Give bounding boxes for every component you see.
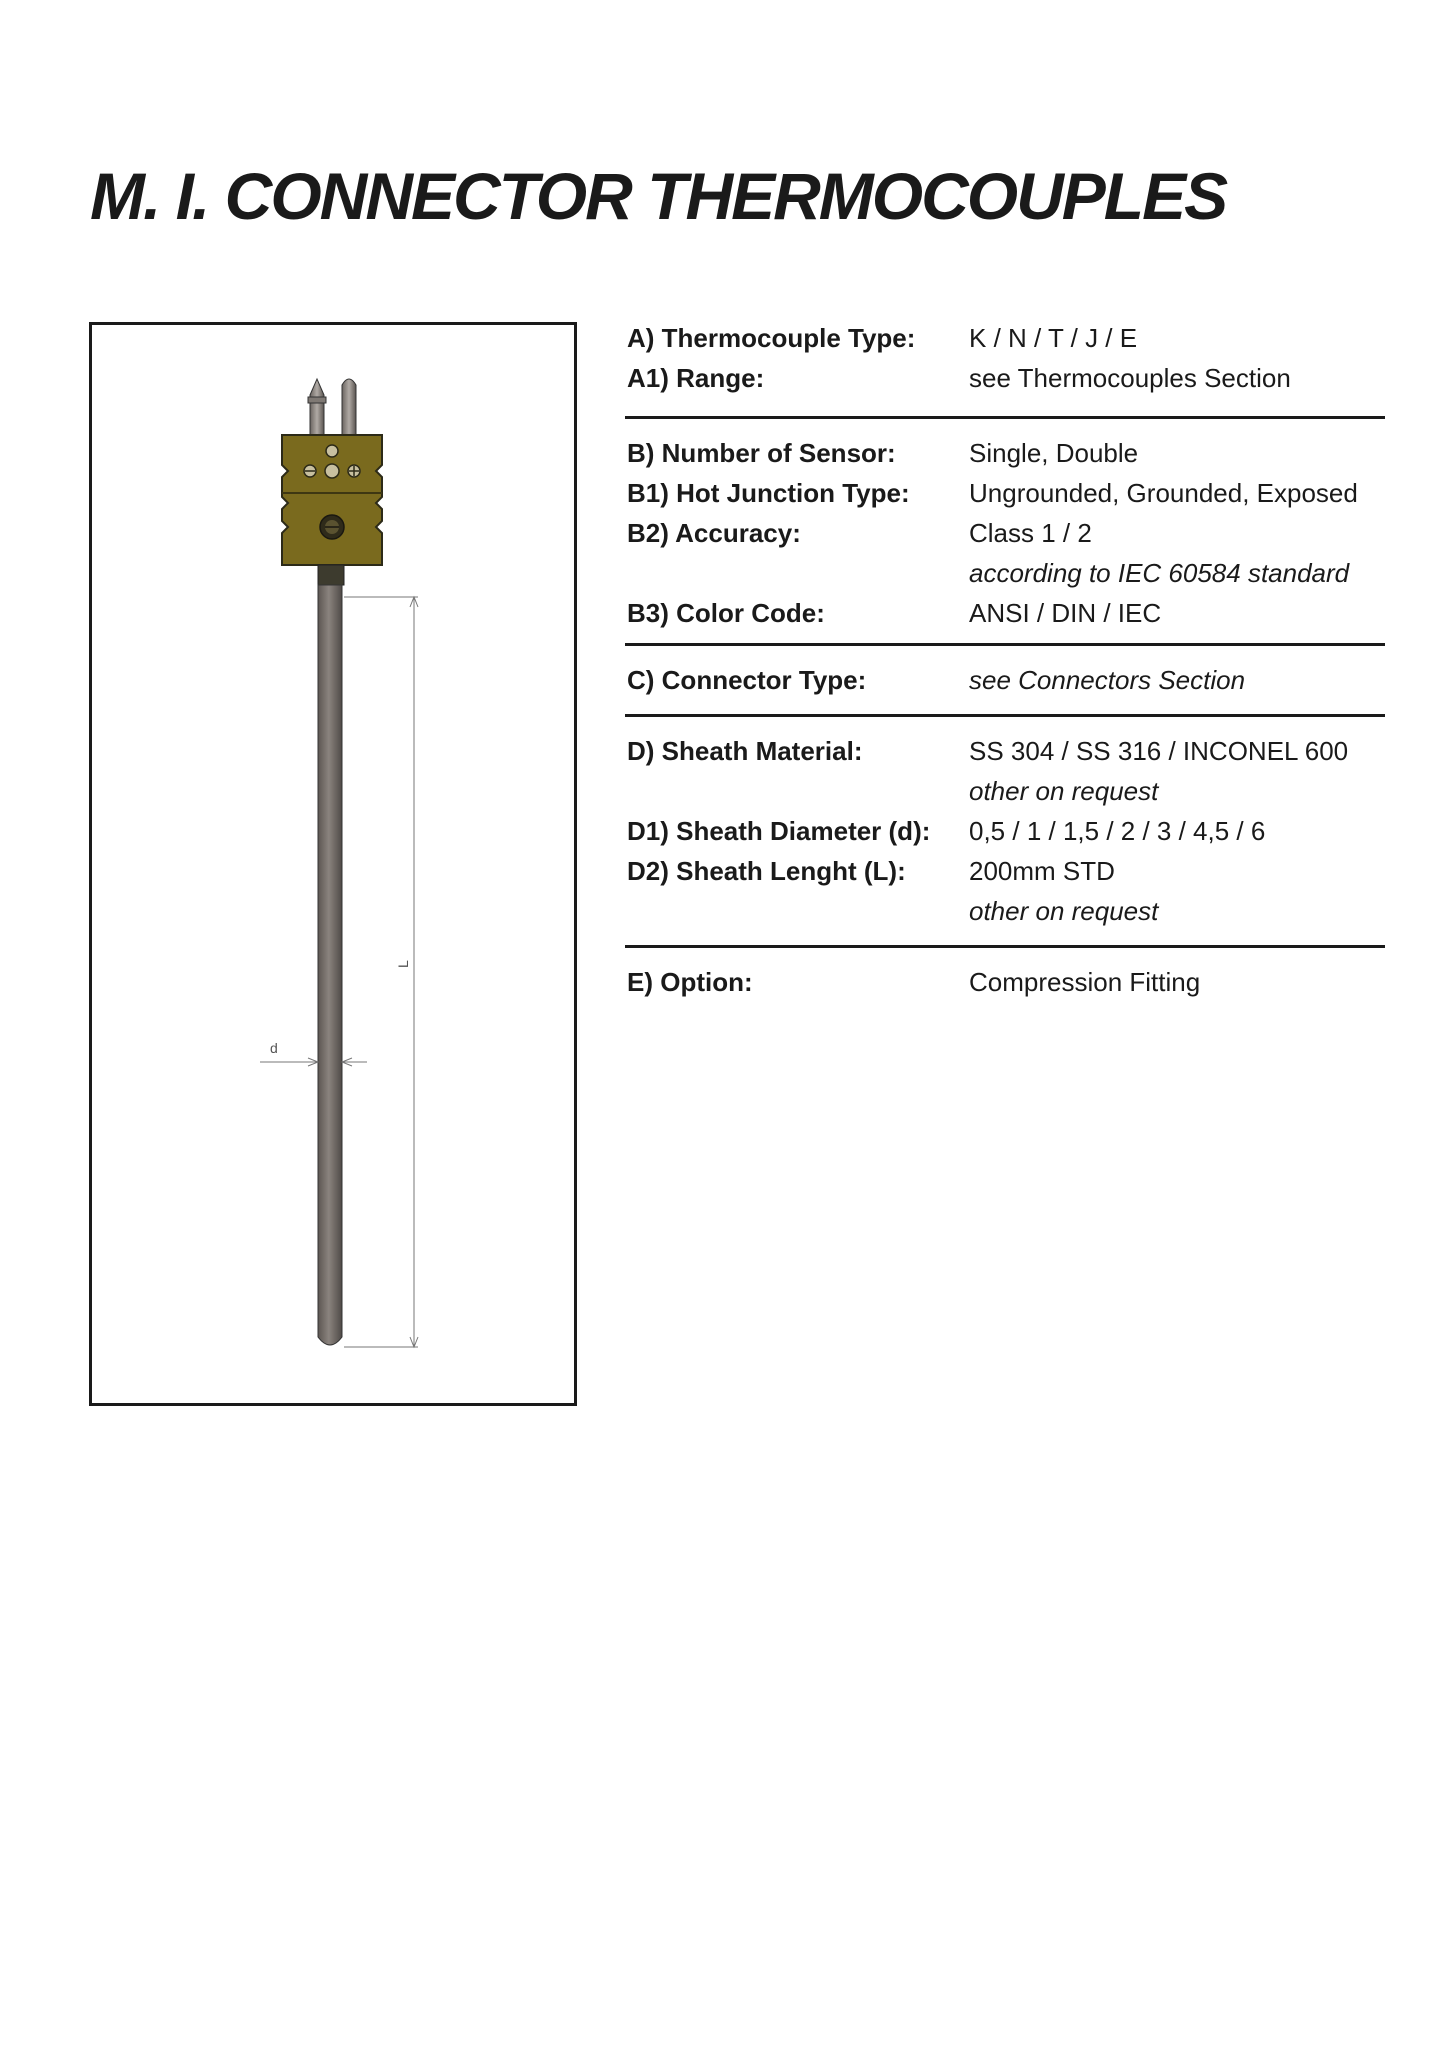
spec-value: Ungrounded, Grounded, Exposed <box>969 478 1358 508</box>
spec-label: D2) Sheath Lenght (L): <box>627 856 906 886</box>
diameter-dimension <box>260 1058 367 1066</box>
spec-value: see Connectors Section <box>969 665 1246 695</box>
spec-value-main: 200mm STD <box>969 856 1115 886</box>
spec-value <box>969 731 1348 811</box>
spec-label: C) Connector Type: <box>627 665 867 695</box>
spec-row-sheath-length <box>627 851 1385 931</box>
spec-label: B3) Color Code: <box>627 598 825 628</box>
spec-value-main: SS 304 / SS 316 / INCONEL 600 <box>969 736 1349 766</box>
spec-section-a <box>625 312 1385 419</box>
spec-value-note: other on request <box>969 776 1159 806</box>
spec-row-thermocouple-type <box>627 318 1385 358</box>
sheath-collar <box>318 565 344 585</box>
spec-value-note: according to IEC 60584 standard <box>969 558 1350 588</box>
connector-body <box>282 435 382 565</box>
spec-row-sheath-diameter <box>627 811 1385 851</box>
spec-section-d <box>625 717 1385 948</box>
sheath-tube <box>318 585 342 1345</box>
spec-label: A1) Range: <box>627 363 765 393</box>
spec-value: K / N / T / J / E <box>969 323 1138 353</box>
spec-value-note: other on request <box>969 896 1159 926</box>
spec-row-accuracy <box>627 513 1385 593</box>
spec-table <box>625 312 1385 1012</box>
spec-label: B2) Accuracy: <box>627 518 801 548</box>
spec-row-sheath-material <box>627 731 1385 811</box>
spec-value <box>969 851 1158 931</box>
spec-row-color-code <box>627 593 1385 633</box>
spec-label: D1) Sheath Diameter (d): <box>627 816 931 846</box>
spec-label: A) Thermocouple Type: <box>627 323 916 353</box>
spec-section-c <box>625 646 1385 717</box>
spec-section-e <box>625 948 1385 1012</box>
spec-row-connector-type <box>627 660 1385 700</box>
page-title: M. I. CONNECTOR THERMOCOUPLES <box>90 159 1227 233</box>
spec-label: B) Number of Sensor: <box>627 438 896 468</box>
spec-label: D) Sheath Material: <box>627 736 863 766</box>
spec-row-number-of-sensor <box>627 433 1385 473</box>
spec-value <box>969 513 1349 593</box>
spec-row-hot-junction <box>627 473 1385 513</box>
spec-value: Compression Fitting <box>969 967 1201 997</box>
spec-row-range <box>627 358 1385 398</box>
spec-section-b <box>625 419 1385 646</box>
spec-label: E) Option: <box>627 967 753 997</box>
diameter-dimension-label: d <box>270 1040 278 1056</box>
thermocouple-drawing <box>92 325 574 1403</box>
spec-row-option <box>627 962 1385 1002</box>
product-figure <box>89 322 577 1406</box>
spec-value: ANSI / DIN / IEC <box>969 598 1162 628</box>
spec-value: 0,5 / 1 / 1,5 / 2 / 3 / 4,5 / 6 <box>969 816 1266 846</box>
spec-value: Single, Double <box>969 438 1139 468</box>
spec-label: B1) Hot Junction Type: <box>627 478 910 508</box>
spec-value: see Thermocouples Section <box>969 363 1291 393</box>
length-dimension <box>344 597 418 1347</box>
connector-pins <box>308 379 356 435</box>
spec-value-main: Class 1 / 2 <box>969 518 1092 548</box>
length-dimension-label: L <box>395 960 411 968</box>
